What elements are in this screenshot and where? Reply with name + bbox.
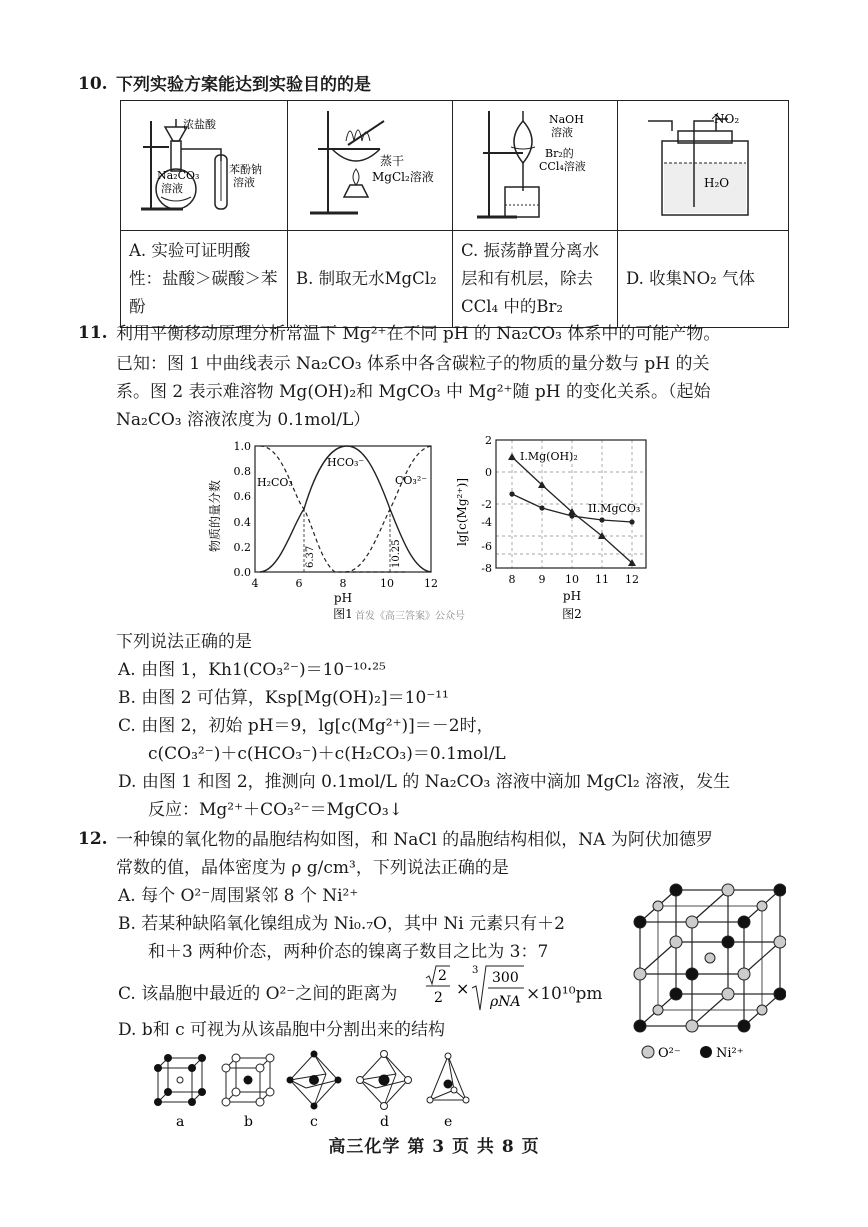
q12-option-c-tail: ×10¹⁰pm xyxy=(526,984,603,1004)
watermark: 首发《高三答案》公众号 xyxy=(355,611,465,622)
q10-option-d: D. 收集NO₂ 气体 xyxy=(618,231,789,328)
q10-cell-d-figure xyxy=(618,101,789,231)
fig1-xtick: 12 xyxy=(424,577,438,590)
fig1-ytick: 0.2 xyxy=(233,541,251,554)
figure-1 xyxy=(205,436,445,622)
fig2-xlabel: pH xyxy=(562,589,582,603)
formula-sqrt2-radicand: 2 xyxy=(438,968,447,984)
q10-option-c: C. 振荡静置分离水层和有机层，除去CCl₄ 中的Br₂ xyxy=(453,231,618,328)
structure-label-c: c xyxy=(310,1114,318,1130)
fig2-ytick: -8 xyxy=(481,562,492,575)
formula-denominator: 2 xyxy=(434,990,443,1006)
q12-option-b-line1: B. 若某种缺陷氧化镍组成为 Ni₀.₇O，其中 Ni 元素只有＋2 xyxy=(118,914,565,934)
label-no2: NO₂ xyxy=(714,112,740,126)
fig2-ytick: -2 xyxy=(481,498,492,511)
q12-structures xyxy=(148,1050,484,1130)
fig1-xtick: 6 xyxy=(295,577,303,590)
formula-numerator: 300 xyxy=(492,970,519,986)
q11-option-d-line1: D. 由图 1 和图 2，推测向 0.1mol/L 的 Na₂CO₃ 溶液中滴加 MgCl₂ 溶液，发生 xyxy=(118,772,731,792)
label-solution-a: 溶液 xyxy=(161,182,183,195)
fig1-label-hco3: HCO₃⁻ xyxy=(327,456,365,469)
fig2-ylabel: lg[c(Mg²⁺)] xyxy=(455,477,469,547)
structure-label-b: b xyxy=(244,1114,253,1130)
nio-crystal-cell xyxy=(626,880,786,1066)
apparatus-a-icon xyxy=(121,101,287,225)
fig2-label-mgoh2: I.Mg(OH)₂ xyxy=(520,450,578,463)
fig1-caption: 图1 xyxy=(333,607,353,621)
fig1-mark-10.25: 10.25 xyxy=(391,539,402,568)
fig1-label-h2co3: H₂CO₃ xyxy=(257,476,293,489)
label-conc-hcl: 浓盐酸 xyxy=(183,118,216,131)
fig2-ytick: 0 xyxy=(485,466,492,479)
q11-option-c-line1: C. 由图 2，初始 pH＝9，lg[c(Mg²⁺)]＝－2时， xyxy=(118,716,494,736)
fig1-ytick: 0.8 xyxy=(233,465,251,478)
legend-nickel: Ni²⁺ xyxy=(716,1046,744,1061)
q12-stem-line-1: 一种镍的氧化物的晶胞结构如图，和 NaCl 的晶胞结构相似，NA 为阿伏加德罗 xyxy=(116,830,713,850)
q10-option-b: B. 制取无水MgCl₂ xyxy=(288,231,453,328)
label-na2co3: Na₂CO₃ xyxy=(157,169,200,182)
structure-label-e: e xyxy=(444,1114,453,1130)
fig2-xtick: 11 xyxy=(595,573,609,586)
label-br2: Br₂的 xyxy=(545,147,574,160)
q11-stem-line-4: Na₂CO₃ 溶液浓度为 0.1mol/L） xyxy=(116,410,371,430)
fig1-ylabel: 物质的量分数 xyxy=(208,479,222,553)
nickel-legend-icon xyxy=(700,1046,712,1058)
fig1-xtick: 10 xyxy=(380,577,394,590)
oxide-legend-icon xyxy=(642,1046,654,1058)
q11-option-b: B. 由图 2 可估算，Ksp[Mg(OH)₂]＝10⁻¹¹ xyxy=(118,688,449,708)
fig1-ytick: 0.4 xyxy=(233,516,251,529)
apparatus-d-icon xyxy=(618,101,788,225)
q11-number: 11. xyxy=(78,323,108,343)
legend-oxide: O²⁻ xyxy=(658,1046,681,1061)
fig1-mark-6.37: 6.37 xyxy=(305,545,316,568)
q10-option-a: A. 实验可证明酸性：盐酸＞碳酸＞苯酚 xyxy=(121,231,288,328)
structure-label-a: a xyxy=(176,1114,185,1130)
label-naoh: NaOH xyxy=(549,113,584,126)
formula-rho-na: ρNA xyxy=(490,994,521,1010)
label-ccl4-solution: CCl₄溶液 xyxy=(539,160,586,173)
fig2-xtick: 10 xyxy=(565,573,579,586)
q10-cell-c-figure xyxy=(453,101,618,231)
label-evaporate: 蒸干 xyxy=(380,154,405,168)
figure-2 xyxy=(450,432,660,624)
apparatus-c-icon xyxy=(453,101,617,225)
q11-option-c-line2: c(CO₃²⁻)＋c(HCO₃⁻)＋c(H₂CO₃)＝0.1mol/L xyxy=(148,744,506,764)
q11-prompt: 下列说法正确的是 xyxy=(116,632,252,652)
q12-option-a: A. 每个 O²⁻周围紧邻 8 个 Ni²⁺ xyxy=(118,886,359,906)
q12-option-c-text: C. 该晶胞中最近的 O²⁻之间的距离为 xyxy=(118,984,398,1004)
q12-option-d: D. b和 c 可视为从该晶胞中分割出来的结构 xyxy=(118,1020,446,1040)
fig2-ytick: -4 xyxy=(481,516,492,529)
q10-number: 10. xyxy=(78,74,108,94)
label-h2o: H₂O xyxy=(704,176,730,190)
q12-option-b-line2: 和＋3 两种价态，两种价态的镍离子数目之比为 3：7 xyxy=(148,942,549,962)
q10-table xyxy=(120,100,789,328)
label-mgcl2-solution: MgCl₂溶液 xyxy=(372,170,434,184)
q10-cell-b-figure xyxy=(288,101,453,231)
q11-option-d-line2: 反应：Mg²⁺＋CO₃²⁻＝MgCO₃↓ xyxy=(148,800,403,820)
page-footer: 高三化学 第 3 页 共 8 页 xyxy=(328,1137,540,1157)
fig2-ytick: -6 xyxy=(481,540,492,553)
fig1-label-co3: CO₃²⁻ xyxy=(395,474,428,487)
fig1-ytick: 1.0 xyxy=(233,440,251,453)
label-solution-c: 溶液 xyxy=(551,126,573,139)
fig1-ytick: 0.6 xyxy=(233,490,251,503)
fig2-xtick: 12 xyxy=(625,573,639,586)
formula-root-index: 3 xyxy=(472,965,479,976)
q12-number: 12. xyxy=(78,829,108,849)
label-solution-a2: 溶液 xyxy=(233,176,255,189)
q11-option-a: A. 由图 1，Kh1(CO₃²⁻)＝10⁻¹⁰·²⁵ xyxy=(118,660,386,680)
fig2-ytick: 2 xyxy=(485,434,492,447)
structure-label-d: d xyxy=(380,1114,389,1130)
fig2-xtick: 8 xyxy=(508,573,516,586)
q10-cell-a-figure xyxy=(121,101,288,231)
apparatus-b-icon xyxy=(288,101,452,225)
fig1-xtick: 4 xyxy=(251,577,259,590)
fig1-xtick: 8 xyxy=(339,577,347,590)
fig1-ytick: 0.0 xyxy=(233,566,251,579)
formula-times-icon: × xyxy=(456,979,470,998)
label-sodium-phenoxide: 苯酚钠 xyxy=(229,163,262,176)
fig2-xtick: 9 xyxy=(538,573,546,586)
structure-e-icon xyxy=(430,1056,466,1100)
q10-stem: 下列实验方案能达到实验目的的是 xyxy=(116,75,371,95)
q11-stem-line-2: 已知：图 1 中曲线表示 Na₂CO₃ 体系中各含碳粒子的物质的量分数与 pH 的关 xyxy=(116,354,710,374)
q12-stem-line-2: 常数的值，晶体密度为 ρ g/cm³，下列说法正确的是 xyxy=(116,858,509,878)
fig1-xlabel: pH xyxy=(333,591,353,605)
fig2-caption: 图2 xyxy=(562,607,582,621)
q11-stem-line-1: 利用平衡移动原理分析常温下 Mg²⁺在不同 pH 的 Na₂CO₃ 体系中的可能产物。 xyxy=(116,324,721,344)
fig2-label-mgco3: II.MgCO₃ xyxy=(588,502,641,515)
q11-stem-line-3: 系。图 2 表示难溶物 Mg(OH)₂和 MgCO₃ 中 Mg²⁺随 pH 的变化关系。（起始 xyxy=(116,382,711,402)
